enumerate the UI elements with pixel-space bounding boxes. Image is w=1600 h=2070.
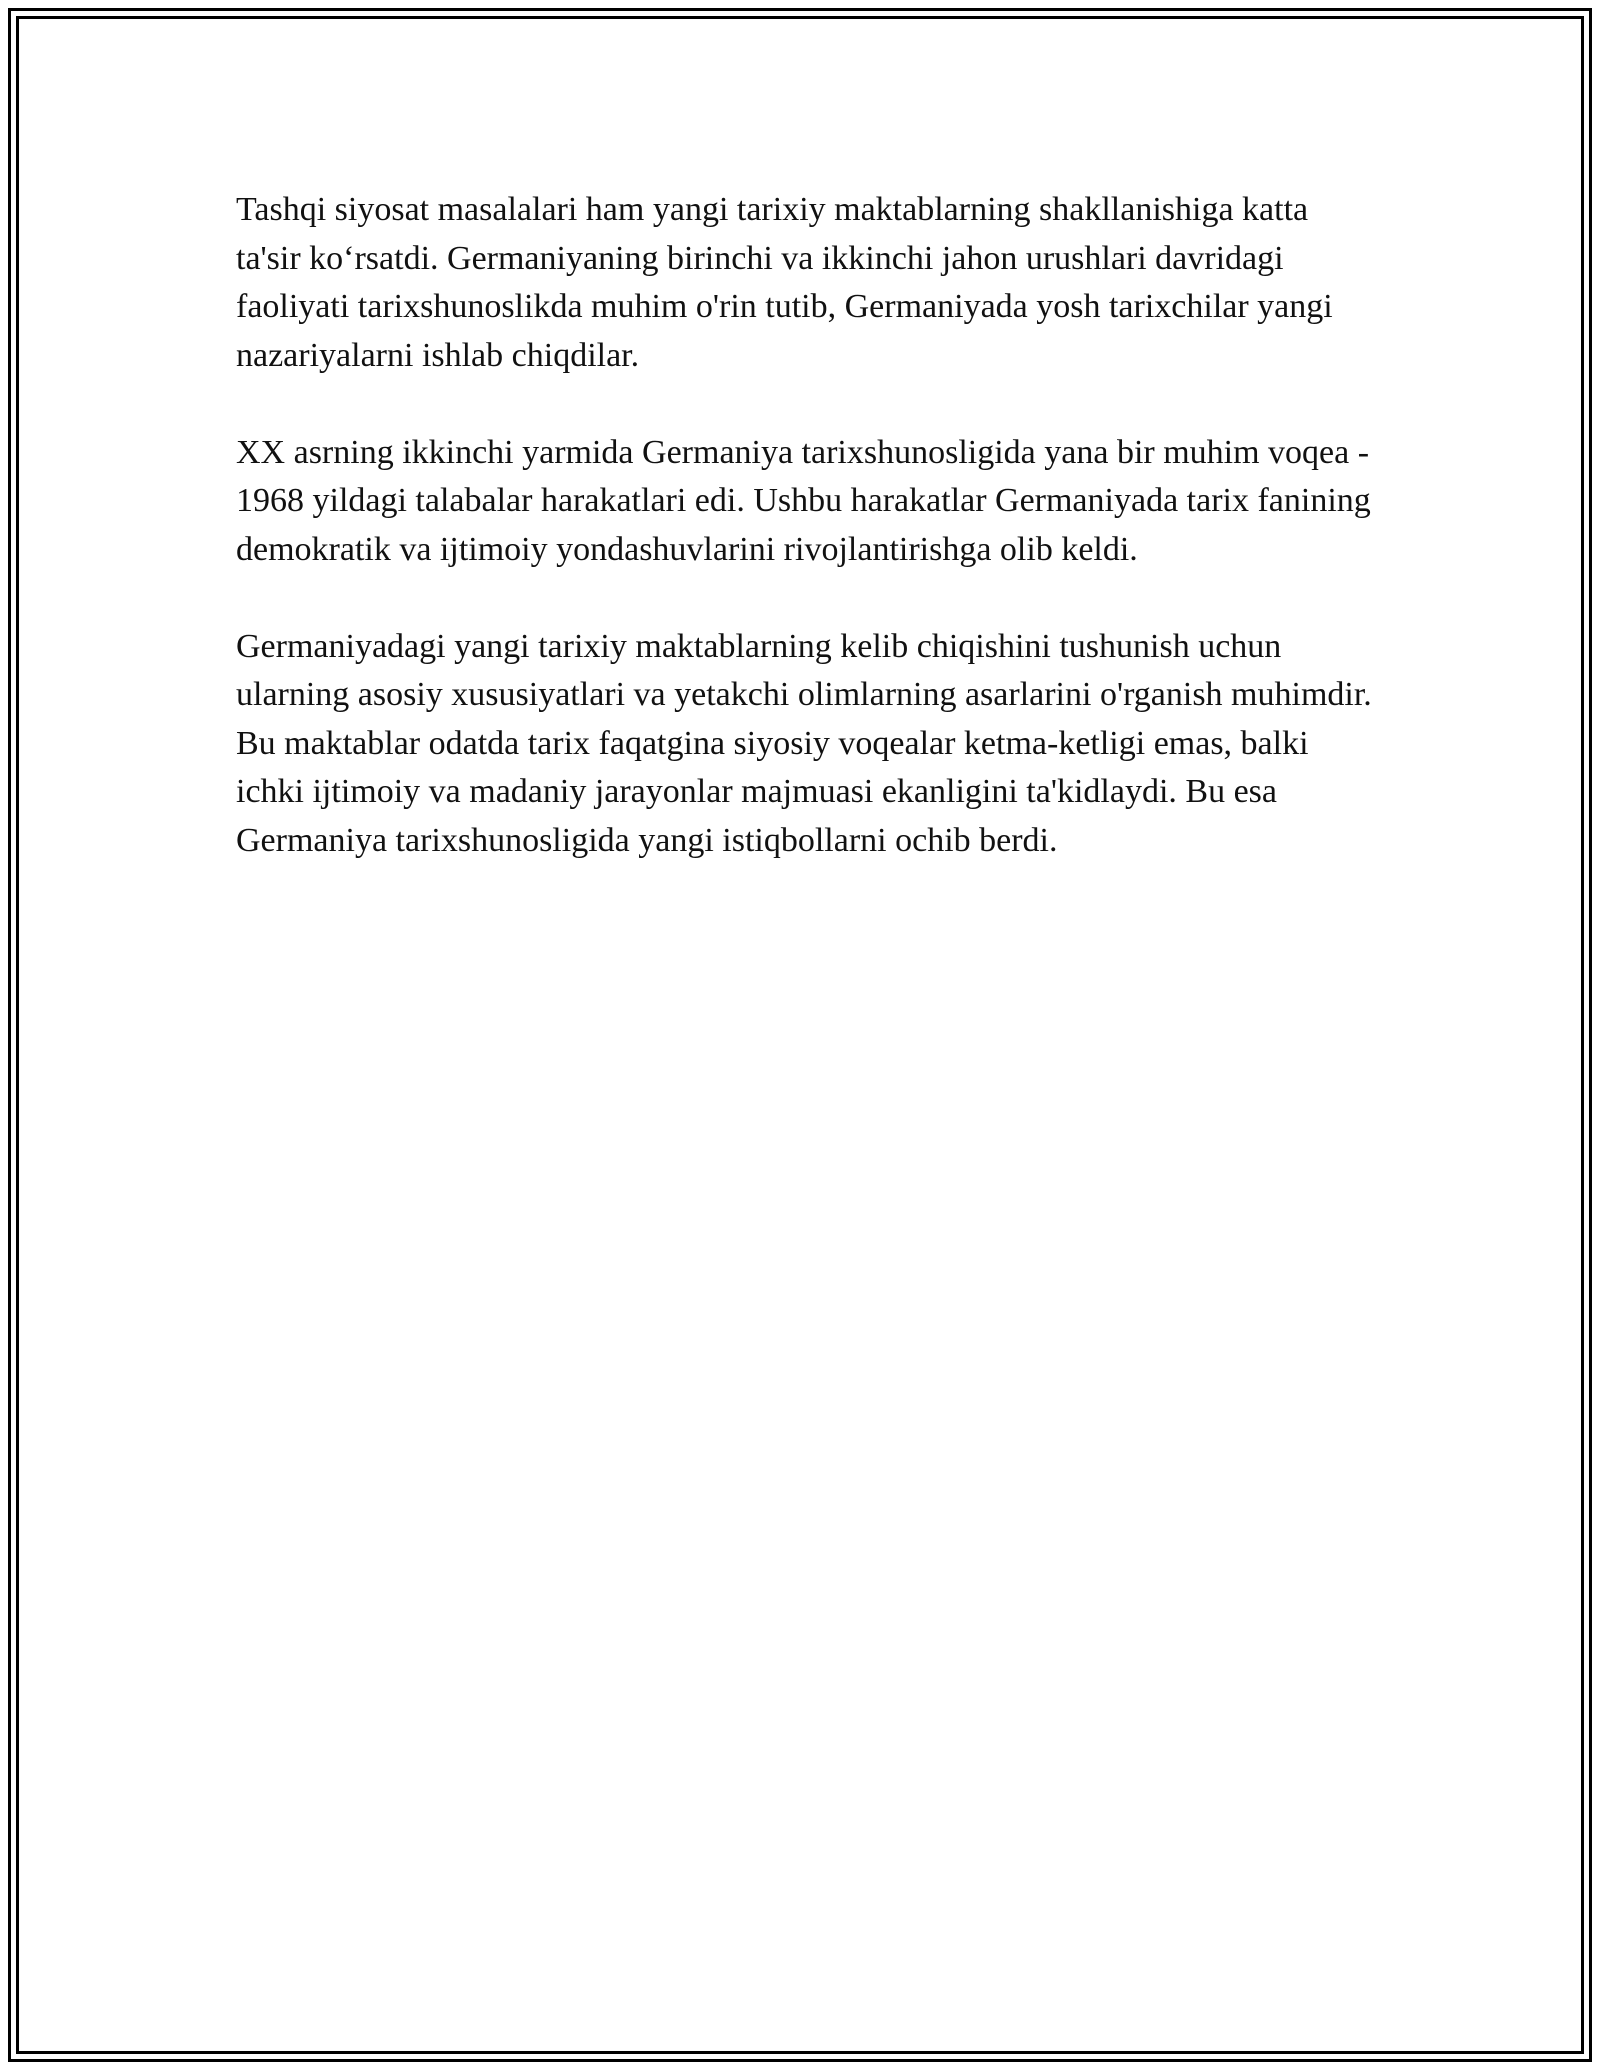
paragraph-2: XX asrning ikkinchi yarmida Germaniya tarixshunosligida yana bir muhim voqea - 1968 yildagi talabalar harakatlari edi. Ushbu harakatlar Germaniyada tarix fanining demokratik va ijtimoiy yondashuvlarini rivojlantirishga olib keldi. xyxy=(236,433,1371,568)
document-body xyxy=(236,186,1376,914)
paragraph-3: Germaniyadagi yangi tarixiy maktablarning kelib chiqishini tushunish uchun ularning asosiy xususiyatlari va yetakchi olimlarning asarlarini o'rganish muhimdir. Bu maktablar odatda tarix faqatgina siyosiy voqealar ketma-ketligi emas, balki ichki ijtimoiy va madaniy jarayonlar majmuasi ekanligini ta'kidlaydi. Bu esa Germaniya tarixshunosligida yangi istiqbollarni ochib berdi. xyxy=(236,627,1372,859)
paragraph-1: Tashqi siyosat masalalari ham yangi tarixiy maktablarning shakllanishiga katta ta'sir koʻrsatdi. Germaniyaning birinchi va ikkinchi jahon urushlari davridagi faoliyati tarixshunoslikda muhim o'rin tutib, Germaniyada yosh tarixchilar yangi nazariyalarni ishlab chiqdilar. xyxy=(236,191,1333,374)
